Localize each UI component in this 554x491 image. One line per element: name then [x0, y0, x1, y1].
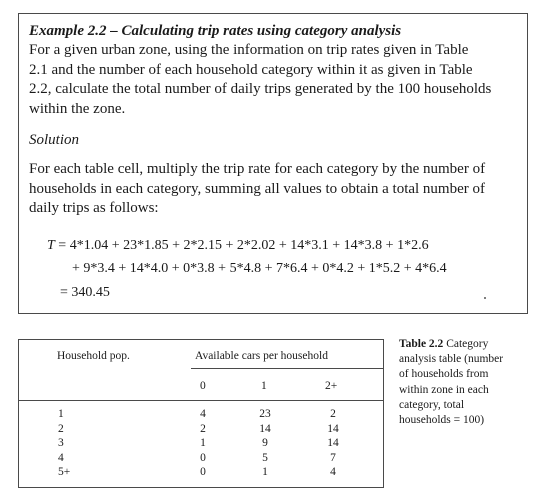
equation-line-1: [47, 236, 429, 256]
table-cell: 7: [330, 451, 336, 464]
row-header: Household pop.: [57, 350, 130, 362]
solution-line: For each table cell, multiply the trip rate for each category by the number of: [29, 161, 486, 177]
table-cell: 0: [200, 466, 206, 478]
solution-line: daily trips as follows:: [29, 200, 159, 216]
table-cell: 14: [259, 422, 271, 435]
caption-line-1: [399, 337, 539, 352]
example-title: Example 2.2 – Calculating trip rates using category analysis: [29, 23, 402, 39]
problem-line: 2.2, calculate the total number of daily trips generated by the 100 households: [29, 81, 492, 97]
car-column-header: 1: [261, 380, 267, 392]
household-pop-column: [58, 407, 70, 480]
column-group-header: Available cars per household: [195, 350, 328, 362]
problem-line: 2.1 and the number of each household category within it as given in Table: [29, 61, 473, 78]
table-caption: [399, 337, 539, 428]
car-column-header: 0: [200, 380, 206, 392]
caption-line: within zone in each: [399, 383, 489, 396]
caption-line: of households from: [399, 368, 489, 381]
solution-line: households in each category, summing all values to obtain a total number of: [29, 180, 485, 197]
car-column-header: 2+: [325, 380, 338, 392]
table-cell: 2: [58, 422, 64, 435]
table-cell: 4: [330, 466, 336, 478]
solution-label: Solution: [29, 132, 80, 148]
table-cell: 5+: [58, 466, 71, 478]
table-cell: 0: [200, 451, 206, 464]
equation-variable: T: [47, 238, 55, 253]
table-cell: 4: [200, 408, 206, 420]
caption-tag: Table 2.2: [399, 338, 444, 350]
category-analysis-table: [18, 339, 384, 488]
table-cell: 3: [58, 437, 64, 449]
problem-line: For a given urban zone, using the information on trip rates given in Table: [29, 42, 469, 58]
problem-statement: [29, 41, 517, 119]
problem-line: within the zone.: [29, 100, 126, 117]
equation-line-2: + 9*3.4 + 14*4.0 + 0*3.8 + 5*4.8 + 7*6.4 + 0*4.2 + 1*5.2 + 4*6.4: [72, 261, 447, 276]
caption-line: analysis table (number: [399, 353, 504, 366]
caption-line: households = 100): [399, 414, 485, 427]
table-cell: 1: [262, 466, 268, 478]
equation-line-3: = 340.45: [60, 285, 110, 300]
table-cell: 4: [58, 451, 64, 464]
stray-dot: [484, 297, 486, 299]
table-cell: 1: [58, 408, 64, 420]
table-cell: 23: [259, 408, 271, 420]
table-cell: 14: [327, 422, 339, 435]
caption-text: Category: [446, 338, 489, 350]
example-box: [18, 13, 528, 314]
cars-2plus-column: [323, 407, 343, 480]
caption-line: category, total: [399, 398, 465, 411]
column-header-divider: [19, 400, 384, 401]
cars-1-column: [255, 407, 275, 480]
header-divider: [191, 368, 384, 369]
cars-0-column: [195, 407, 211, 480]
table-cell: 2: [200, 422, 206, 435]
solution-text: [29, 160, 517, 219]
table-cell: 1: [200, 437, 206, 449]
table-cell: 9: [262, 437, 268, 449]
table-cell: 2: [330, 408, 336, 420]
table-cell: 5: [262, 451, 268, 464]
table-cell: 14: [327, 437, 339, 449]
equation-line-1-text: = 4*1.04 + 23*1.85 + 2*2.15 + 2*2.02 + 14*3.1 + 14*3.8 + 1*2.6: [58, 238, 429, 253]
